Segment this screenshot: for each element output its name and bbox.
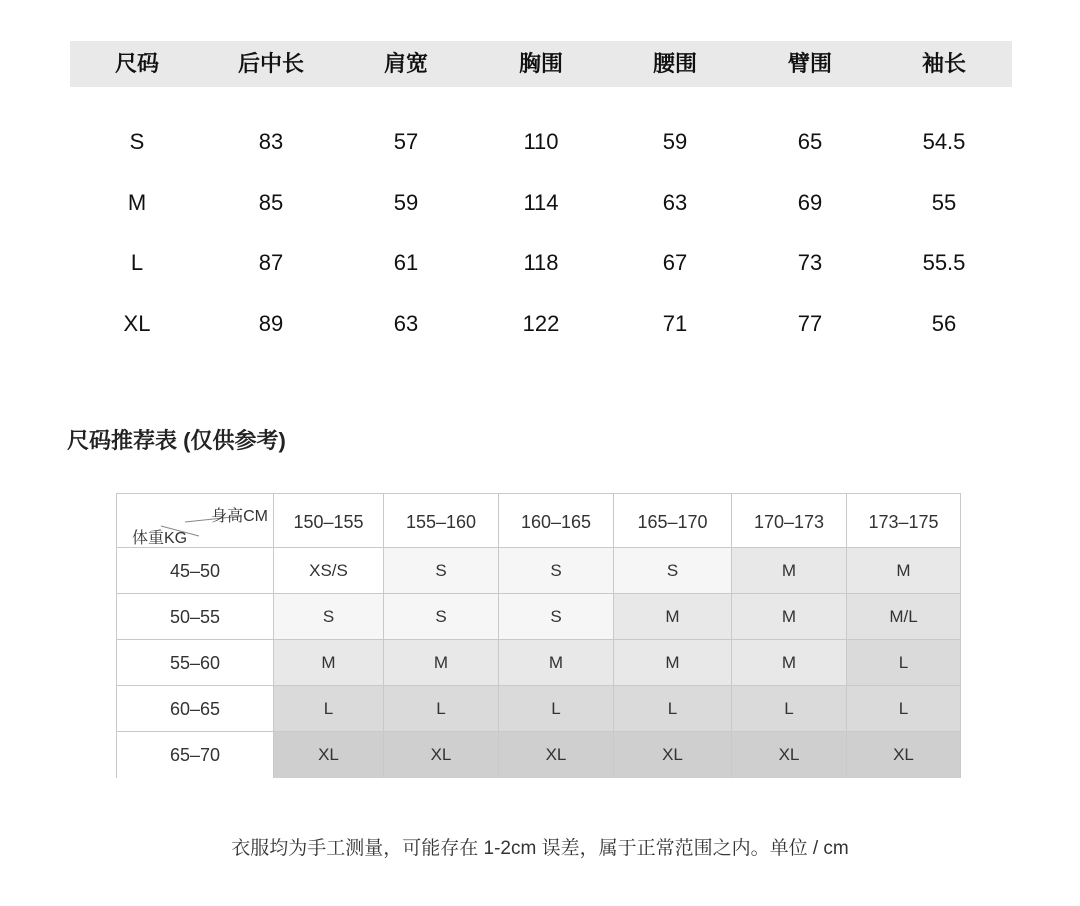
size-rec-cell: XL (384, 732, 499, 778)
value-cell: 59 (662, 129, 688, 154)
size-rec-cell: M (614, 594, 732, 639)
size-rec-cell: M (614, 640, 732, 685)
size-rec-cell: L (732, 686, 847, 731)
size-rec-cell: S (499, 548, 614, 593)
size-cell: M (127, 189, 147, 215)
value-cell: 67 (662, 250, 688, 275)
size-rec-cell: XL (847, 732, 960, 778)
header-back-length: 后中长 (237, 51, 304, 76)
recommendation-title: 尺码推荐表 (仅供参考) (67, 428, 286, 453)
height-range-header: 155–160 (384, 494, 499, 548)
value-cell: 56 (931, 310, 957, 336)
value-cell: 59 (393, 189, 419, 215)
value-cell: 54.5 (922, 129, 966, 154)
value-cell: 110 (523, 129, 559, 154)
size-rec-cell: L (847, 686, 960, 731)
size-cell: XL (123, 310, 151, 336)
size-table-body (70, 112, 1012, 354)
table-row (70, 233, 1012, 294)
value-cell: 118 (523, 250, 559, 275)
corner-height-label: 身高CM (211, 508, 268, 525)
value-cell: 73 (797, 250, 823, 275)
value-cell: 69 (797, 189, 823, 215)
value-cell: 55 (931, 189, 957, 215)
size-rec-cell: L (614, 686, 732, 731)
value-cell: 83 (258, 129, 284, 154)
size-rec-cell: S (384, 594, 499, 639)
size-rec-cell: M (732, 548, 847, 593)
recommendation-header (117, 494, 960, 548)
size-rec-cell: XS/S (274, 548, 384, 593)
table-row (117, 594, 960, 640)
height-range-header: 165–170 (614, 494, 732, 548)
value-cell: 57 (393, 129, 419, 154)
size-rec-cell: M/L (847, 594, 960, 639)
height-range-header: 173–175 (868, 512, 939, 532)
weight-range-cell: 45–50 (117, 548, 274, 593)
value-cell: 77 (797, 310, 823, 336)
size-rec-cell: M (732, 640, 847, 685)
size-rec-cell: XL (614, 732, 732, 778)
weight-range-cell: 55–60 (117, 640, 274, 685)
size-rec-cell: S (384, 548, 499, 593)
value-cell: 63 (662, 189, 688, 215)
size-rec-cell: M (384, 640, 499, 685)
size-rec-cell: M (732, 594, 847, 639)
size-rec-cell: L (274, 686, 384, 731)
value-cell: 89 (258, 310, 284, 336)
recommendation-table (116, 493, 961, 778)
value-cell: 122 (522, 310, 560, 336)
size-cell: S (129, 129, 145, 154)
value-cell: 55.5 (922, 250, 966, 275)
value-cell: 85 (258, 189, 284, 215)
size-rec-cell: S (614, 548, 732, 593)
weight-range-cell: 50–55 (117, 594, 274, 639)
value-cell: 71 (662, 310, 688, 336)
corner-cell (117, 494, 274, 548)
size-rec-cell: L (384, 686, 499, 731)
table-row (70, 173, 1012, 234)
header-waist: 腰围 (652, 51, 697, 76)
size-rec-cell: L (499, 686, 614, 731)
table-row (117, 732, 960, 778)
size-rec-cell: M (274, 640, 384, 685)
value-cell: 65 (797, 129, 823, 154)
header-size: 尺码 (114, 51, 159, 76)
size-cell: L (130, 250, 144, 275)
header-sleeve: 袖长 (921, 51, 966, 76)
size-rec-cell: S (274, 594, 384, 639)
table-row (70, 294, 1012, 355)
value-cell: 63 (393, 310, 419, 336)
size-rec-cell: S (499, 594, 614, 639)
height-range-header: 160–165 (499, 494, 614, 548)
height-range-header: 170–173 (732, 494, 847, 548)
weight-range-cell: 65–70 (117, 732, 274, 778)
corner-weight-label: 体重KG (132, 530, 188, 547)
table-row (70, 112, 1012, 173)
weight-range-cell: 60–65 (117, 686, 274, 731)
table-row (117, 640, 960, 686)
height-range-header: 150–155 (274, 494, 384, 548)
table-row (117, 548, 960, 594)
header-shoulder: 肩宽 (383, 51, 428, 76)
size-rec-cell: M (847, 548, 960, 593)
size-rec-cell: XL (732, 732, 847, 778)
size-table-header (70, 41, 1012, 87)
table-row (117, 686, 960, 732)
size-rec-cell: XL (274, 732, 384, 778)
value-cell: 114 (523, 189, 559, 215)
value-cell: 87 (258, 250, 284, 275)
header-chest: 胸围 (518, 51, 563, 76)
header-arm: 臂围 (787, 51, 832, 76)
measurement-footnote: 衣服均为手工测量，可能存在 1-2cm 误差，属于正常范围之内。单位 / cm (231, 838, 849, 859)
value-cell: 61 (393, 250, 419, 275)
size-rec-cell: XL (499, 732, 614, 778)
size-rec-cell: L (847, 640, 960, 685)
size-rec-cell: M (499, 640, 614, 685)
